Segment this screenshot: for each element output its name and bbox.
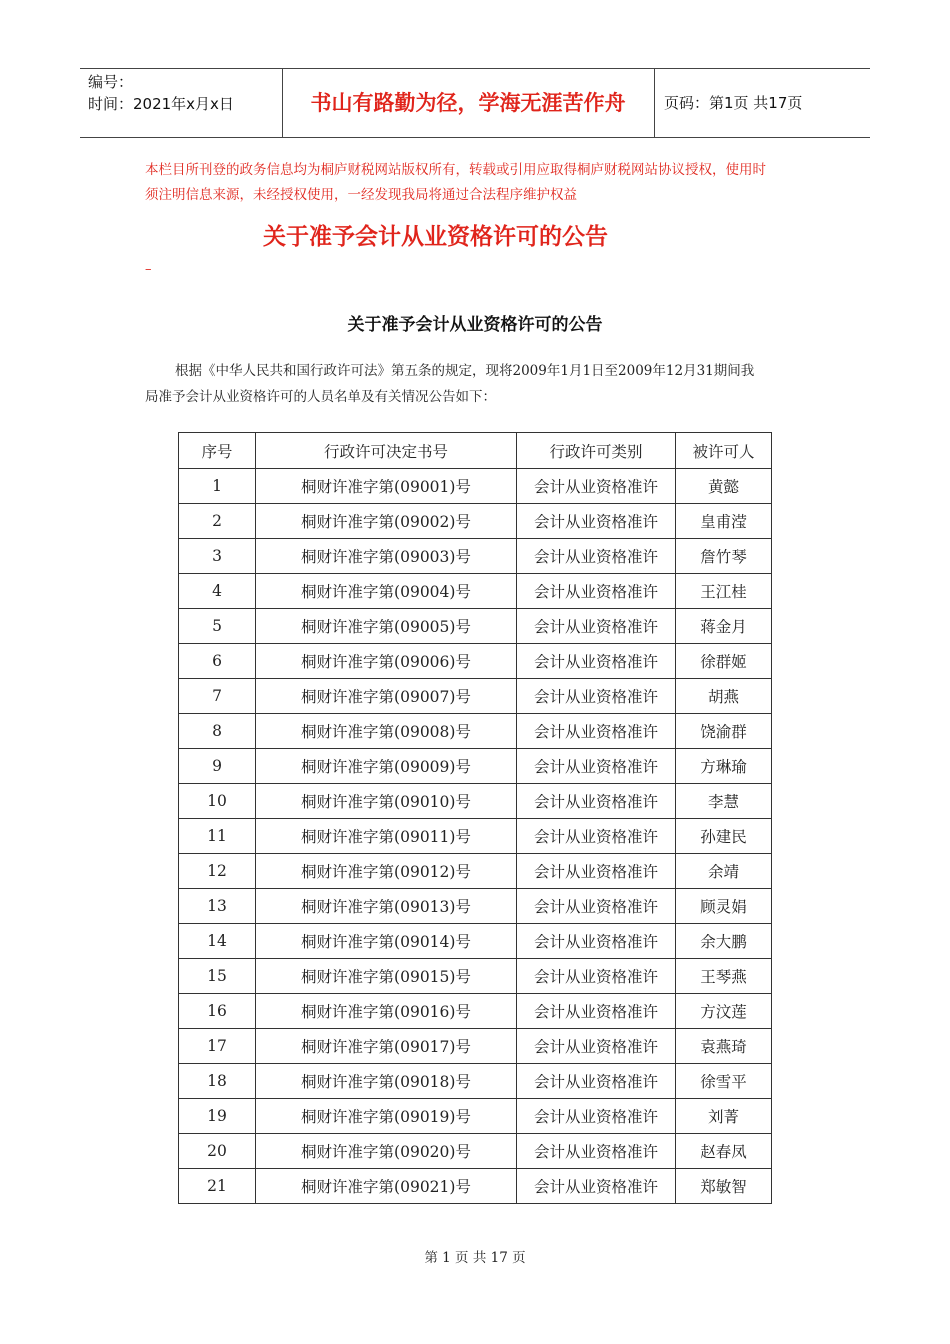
header-meta	[88, 71, 234, 115]
license-type-cell: 会计从业资格准许	[517, 784, 676, 819]
licensee-cell: 余靖	[676, 854, 772, 889]
license-type-cell: 会计从业资格准许	[517, 1064, 676, 1099]
license-type-cell: 会计从业资格准许	[517, 959, 676, 994]
decision-number-cell: 桐财许准字第(09017)号	[256, 1029, 517, 1064]
table-row	[179, 819, 772, 854]
licensee-cell: 蒋金月	[676, 609, 772, 644]
licensee-cell: 袁燕琦	[676, 1029, 772, 1064]
licensee-cell: 皇甫滢	[676, 504, 772, 539]
decision-number-cell: 桐财许准字第(09019)号	[256, 1099, 517, 1134]
row-number-cell: 11	[179, 819, 256, 854]
decision-number-cell: 桐财许准字第(09016)号	[256, 994, 517, 1029]
license-type-cell: 会计从业资格准许	[517, 644, 676, 679]
license-type-cell: 会计从业资格准许	[517, 469, 676, 504]
page-header	[80, 68, 870, 138]
row-number-cell: 3	[179, 539, 256, 574]
licensee-cell: 赵春凤	[676, 1134, 772, 1169]
licensee-cell: 徐雪平	[676, 1064, 772, 1099]
row-number-cell: 4	[179, 574, 256, 609]
license-type-cell: 会计从业资格准许	[517, 854, 676, 889]
page-footer: 第 1 页 共 17 页	[424, 1250, 526, 1266]
announcement-title: 关于准予会计从业资格许可的公告	[347, 315, 603, 335]
table-row	[179, 959, 772, 994]
decision-number-cell: 桐财许准字第(09008)号	[256, 714, 517, 749]
paragraph-line: 局准予会计从业资格许可的人员名单及有关情况公告如下：	[145, 389, 496, 405]
decision-number-cell: 桐财许准字第(09002)号	[256, 504, 517, 539]
licensee-cell: 王江桂	[676, 574, 772, 609]
announcement-paragraph	[145, 358, 805, 410]
table-row	[179, 714, 772, 749]
license-type-cell: 会计从业资格准许	[517, 714, 676, 749]
row-number-cell: 20	[179, 1134, 256, 1169]
decision-number-cell: 桐财许准字第(09011)号	[256, 819, 517, 854]
separator-dash: –	[145, 262, 152, 277]
table-row	[179, 609, 772, 644]
row-number-cell: 9	[179, 749, 256, 784]
table-row	[179, 539, 772, 574]
decision-number-cell: 桐财许准字第(09009)号	[256, 749, 517, 784]
copyright-notice	[145, 158, 815, 208]
row-number-cell: 14	[179, 924, 256, 959]
license-type-cell: 会计从业资格准许	[517, 1134, 676, 1169]
table-row	[179, 1169, 772, 1204]
row-number-cell: 5	[179, 609, 256, 644]
header-motto: 书山有路勤为径，学海无涯苦作舟	[310, 90, 626, 115]
licensee-cell: 郑敏智	[676, 1169, 772, 1204]
license-type-cell: 会计从业资格准许	[517, 819, 676, 854]
table-row	[179, 574, 772, 609]
license-type-cell: 会计从业资格准许	[517, 889, 676, 924]
row-number-cell: 13	[179, 889, 256, 924]
licensee-cell: 王琴燕	[676, 959, 772, 994]
column-header: 行政许可类别	[517, 433, 676, 469]
license-type-cell: 会计从业资格准许	[517, 679, 676, 714]
paragraph-text: 根据《中华人民共和国行政许可法》第五条的规定，现将2009年1月1日至2009年12月31期间我	[175, 363, 755, 379]
license-type-cell: 会计从业资格准许	[517, 749, 676, 784]
column-header: 序号	[179, 433, 256, 469]
license-type-cell: 会计从业资格准许	[517, 504, 676, 539]
decision-number-cell: 桐财许准字第(09001)号	[256, 469, 517, 504]
row-number-cell: 10	[179, 784, 256, 819]
row-number-cell: 7	[179, 679, 256, 714]
header-divider	[654, 69, 655, 137]
table-row	[179, 749, 772, 784]
header-page-number: 页码：第1页 共17页	[664, 94, 803, 112]
licensee-cell: 黄懿	[676, 469, 772, 504]
row-number-cell: 15	[179, 959, 256, 994]
licensee-cell: 饶渝群	[676, 714, 772, 749]
table-row	[179, 1064, 772, 1099]
row-number-cell: 19	[179, 1099, 256, 1134]
row-number-cell: 2	[179, 504, 256, 539]
decision-number-cell: 桐财许准字第(09005)号	[256, 609, 517, 644]
table-row	[179, 854, 772, 889]
license-table	[178, 432, 772, 1204]
column-header: 行政许可决定书号	[256, 433, 517, 469]
table-row	[179, 1099, 772, 1134]
row-number-cell: 8	[179, 714, 256, 749]
decision-number-cell: 桐财许准字第(09013)号	[256, 889, 517, 924]
table-row	[179, 1134, 772, 1169]
license-type-cell: 会计从业资格准许	[517, 1029, 676, 1064]
decision-number-cell: 桐财许准字第(09003)号	[256, 539, 517, 574]
table-row	[179, 889, 772, 924]
document-number-label: 编号：	[88, 73, 134, 91]
row-number-cell: 6	[179, 644, 256, 679]
decision-number-cell: 桐财许准字第(09015)号	[256, 959, 517, 994]
decision-number-cell: 桐财许准字第(09012)号	[256, 854, 517, 889]
decision-number-cell: 桐财许准字第(09007)号	[256, 679, 517, 714]
document-title: 关于准予会计从业资格许可的公告	[263, 224, 608, 250]
column-header: 被许可人	[676, 433, 772, 469]
license-type-cell: 会计从业资格准许	[517, 609, 676, 644]
row-number-cell: 18	[179, 1064, 256, 1099]
license-type-cell: 会计从业资格准许	[517, 539, 676, 574]
licensee-cell: 胡燕	[676, 679, 772, 714]
notice-line: 须注明信息来源，未经授权使用，一经发现我局将通过合法程序维护权益	[145, 187, 577, 203]
license-type-cell: 会计从业资格准许	[517, 1169, 676, 1204]
row-number-cell: 1	[179, 469, 256, 504]
table-row	[179, 994, 772, 1029]
row-number-cell: 12	[179, 854, 256, 889]
decision-number-cell: 桐财许准字第(09020)号	[256, 1134, 517, 1169]
paragraph-line	[145, 358, 805, 384]
licensee-cell: 刘菁	[676, 1099, 772, 1134]
license-type-cell: 会计从业资格准许	[517, 924, 676, 959]
licensee-cell: 方琳瑜	[676, 749, 772, 784]
decision-number-cell: 桐财许准字第(09018)号	[256, 1064, 517, 1099]
notice-line: 本栏目所刊登的政务信息均为桐庐财税网站版权所有，转载或引用应取得桐庐财税网站协议授权，使用时	[145, 162, 766, 178]
row-number-cell: 21	[179, 1169, 256, 1204]
row-number-cell: 17	[179, 1029, 256, 1064]
decision-number-cell: 桐财许准字第(09014)号	[256, 924, 517, 959]
table-row	[179, 784, 772, 819]
row-number-cell: 16	[179, 994, 256, 1029]
decision-number-cell: 桐财许准字第(09006)号	[256, 644, 517, 679]
licensee-cell: 方汶莲	[676, 994, 772, 1029]
licensee-cell: 余大鹏	[676, 924, 772, 959]
table-row	[179, 679, 772, 714]
licensee-cell: 徐群姬	[676, 644, 772, 679]
licensee-cell: 詹竹琴	[676, 539, 772, 574]
decision-number-cell: 桐财许准字第(09004)号	[256, 574, 517, 609]
license-type-cell: 会计从业资格准许	[517, 994, 676, 1029]
table-row	[179, 644, 772, 679]
licensee-cell: 李慧	[676, 784, 772, 819]
decision-number-cell: 桐财许准字第(09021)号	[256, 1169, 517, 1204]
licensee-cell: 孙建民	[676, 819, 772, 854]
table-row	[179, 924, 772, 959]
table-row	[179, 504, 772, 539]
table-row	[179, 469, 772, 504]
table-header-row	[179, 433, 772, 469]
licensee-cell: 顾灵娟	[676, 889, 772, 924]
license-type-cell: 会计从业资格准许	[517, 574, 676, 609]
table-row	[179, 1029, 772, 1064]
license-type-cell: 会计从业资格准许	[517, 1099, 676, 1134]
document-time-label: 时间：2021年x月x日	[88, 95, 234, 113]
decision-number-cell: 桐财许准字第(09010)号	[256, 784, 517, 819]
